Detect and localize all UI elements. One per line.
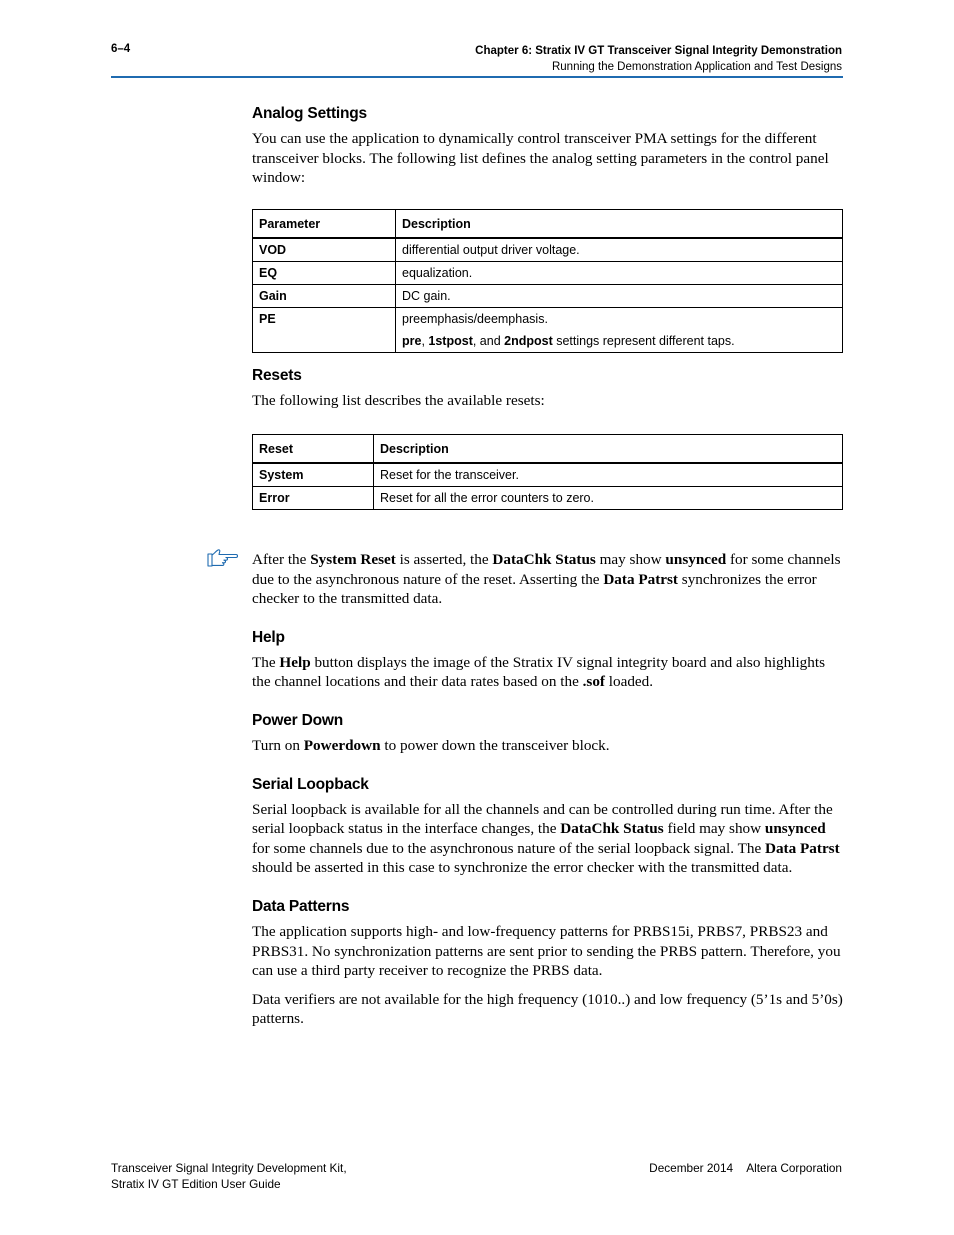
chapter-title: Chapter 6: Stratix IV GT Transceiver Signal Integrity Demonstration xyxy=(475,45,842,57)
serial-loopback-heading: Serial Loopback xyxy=(252,775,369,793)
serial-loopback-paragraph: Serial loopback is available for all the channels and can be controlled during run time. After the serial loopback status in the interface changes, the DataChk Status field may show unsynced for some channels due to the asynchronous nature of the serial loopback signal. The Data Patrst should be asserted in this case to synchronize the error checker with the transmitted data. xyxy=(252,800,840,877)
tap-pre: pre xyxy=(402,333,422,348)
table-row xyxy=(253,261,843,284)
description-cell xyxy=(396,307,843,352)
resets-table xyxy=(252,434,843,510)
table-header-cell: Description xyxy=(396,209,843,238)
tap-1stpost: 1stpost xyxy=(428,333,473,348)
analog-settings-heading: Analog Settings xyxy=(252,105,367,122)
description-cell: DC gain. xyxy=(396,284,843,307)
table-row xyxy=(253,284,843,307)
reset-name-cell: System xyxy=(253,463,374,487)
table-header-cell: Reset xyxy=(253,435,374,464)
help-heading: Help xyxy=(252,628,285,646)
table-header-row xyxy=(253,435,843,464)
header-rule xyxy=(111,76,843,78)
power-down-heading: Power Down xyxy=(252,711,344,729)
reset-name-cell: Error xyxy=(253,487,374,510)
note-text xyxy=(252,550,844,1029)
table-header-row xyxy=(253,209,843,238)
table-row xyxy=(253,487,843,510)
pe-description: preemphasis/deemphasis. xyxy=(402,311,548,326)
parameter-cell: Gain xyxy=(253,284,396,307)
pointing-hand-icon xyxy=(205,548,241,573)
table-header-cell: Description xyxy=(374,435,843,464)
resets-intro: The following list describes the available resets: xyxy=(252,391,545,409)
page-number: 6–4 xyxy=(111,43,131,55)
table-row xyxy=(253,238,843,262)
footer-date: December 2014 xyxy=(649,1161,734,1175)
data-patterns-heading: Data Patterns xyxy=(252,897,350,915)
description-cell: equalization. xyxy=(396,261,843,284)
footer-company: Altera Corporation xyxy=(746,1161,842,1175)
description-cell: Reset for the transceiver. xyxy=(374,463,843,487)
section-title: Running the Demonstration Application and Test Designs xyxy=(551,61,842,73)
pe-taps-note: pre, 1stpost, and 2ndpost settings represent different taps. xyxy=(402,333,735,348)
footer-date-company xyxy=(649,1160,842,1176)
table-row xyxy=(253,307,843,352)
resets-heading: Resets xyxy=(252,366,302,384)
data-patterns-paragraph-1: The application supports high- and low-frequency patterns for PRBS15i, PRBS7, PRBS23 and PRBS31. No synchronization patterns are sent prior to sending the PRBS pattern. Therefore, you can use a third party receiver to recognize the PRBS data. xyxy=(252,922,841,980)
help-paragraph: The Help button displays the image of the Stratix IV signal integrity board and also highlights the channel locations and their data rates based on the .sof loaded. xyxy=(252,653,825,691)
description-cell: Reset for all the error counters to zero. xyxy=(374,487,843,510)
description-cell: differential output driver voltage. xyxy=(396,238,843,262)
note-paragraph: After the System Reset is asserted, the DataChk Status may show unsynced for some channels due to the asynchronous nature of the reset. Asserting the Data Patrst synchronizes the error checker to the transmitted data. xyxy=(252,551,841,608)
parameter-cell: PE xyxy=(253,307,396,352)
table-row xyxy=(253,463,843,487)
parameter-cell: VOD xyxy=(253,238,396,262)
footer-document-title: Transceiver Signal Integrity Development Kit, Stratix IV GT Edition User Guide xyxy=(111,1161,347,1191)
tap-2ndpost: 2ndpost xyxy=(504,333,553,348)
analog-settings-intro: You can use the application to dynamically control transceiver PMA settings for the different transceiver blocks. The following list defines the analog setting parameters in the control panel window: xyxy=(252,130,829,187)
running-header xyxy=(475,43,842,75)
parameter-cell: EQ xyxy=(253,261,396,284)
data-patterns-paragraph-2: Data verifiers are not available for the high frequency (1010..) and low frequency (5’1s and 5’0s) patterns. xyxy=(252,990,843,1028)
power-down-paragraph: Turn on Powerdown to power down the transceiver block. xyxy=(252,736,610,754)
main-content xyxy=(252,105,844,510)
table-header-cell: Parameter xyxy=(253,209,396,238)
analog-settings-table xyxy=(252,209,843,353)
